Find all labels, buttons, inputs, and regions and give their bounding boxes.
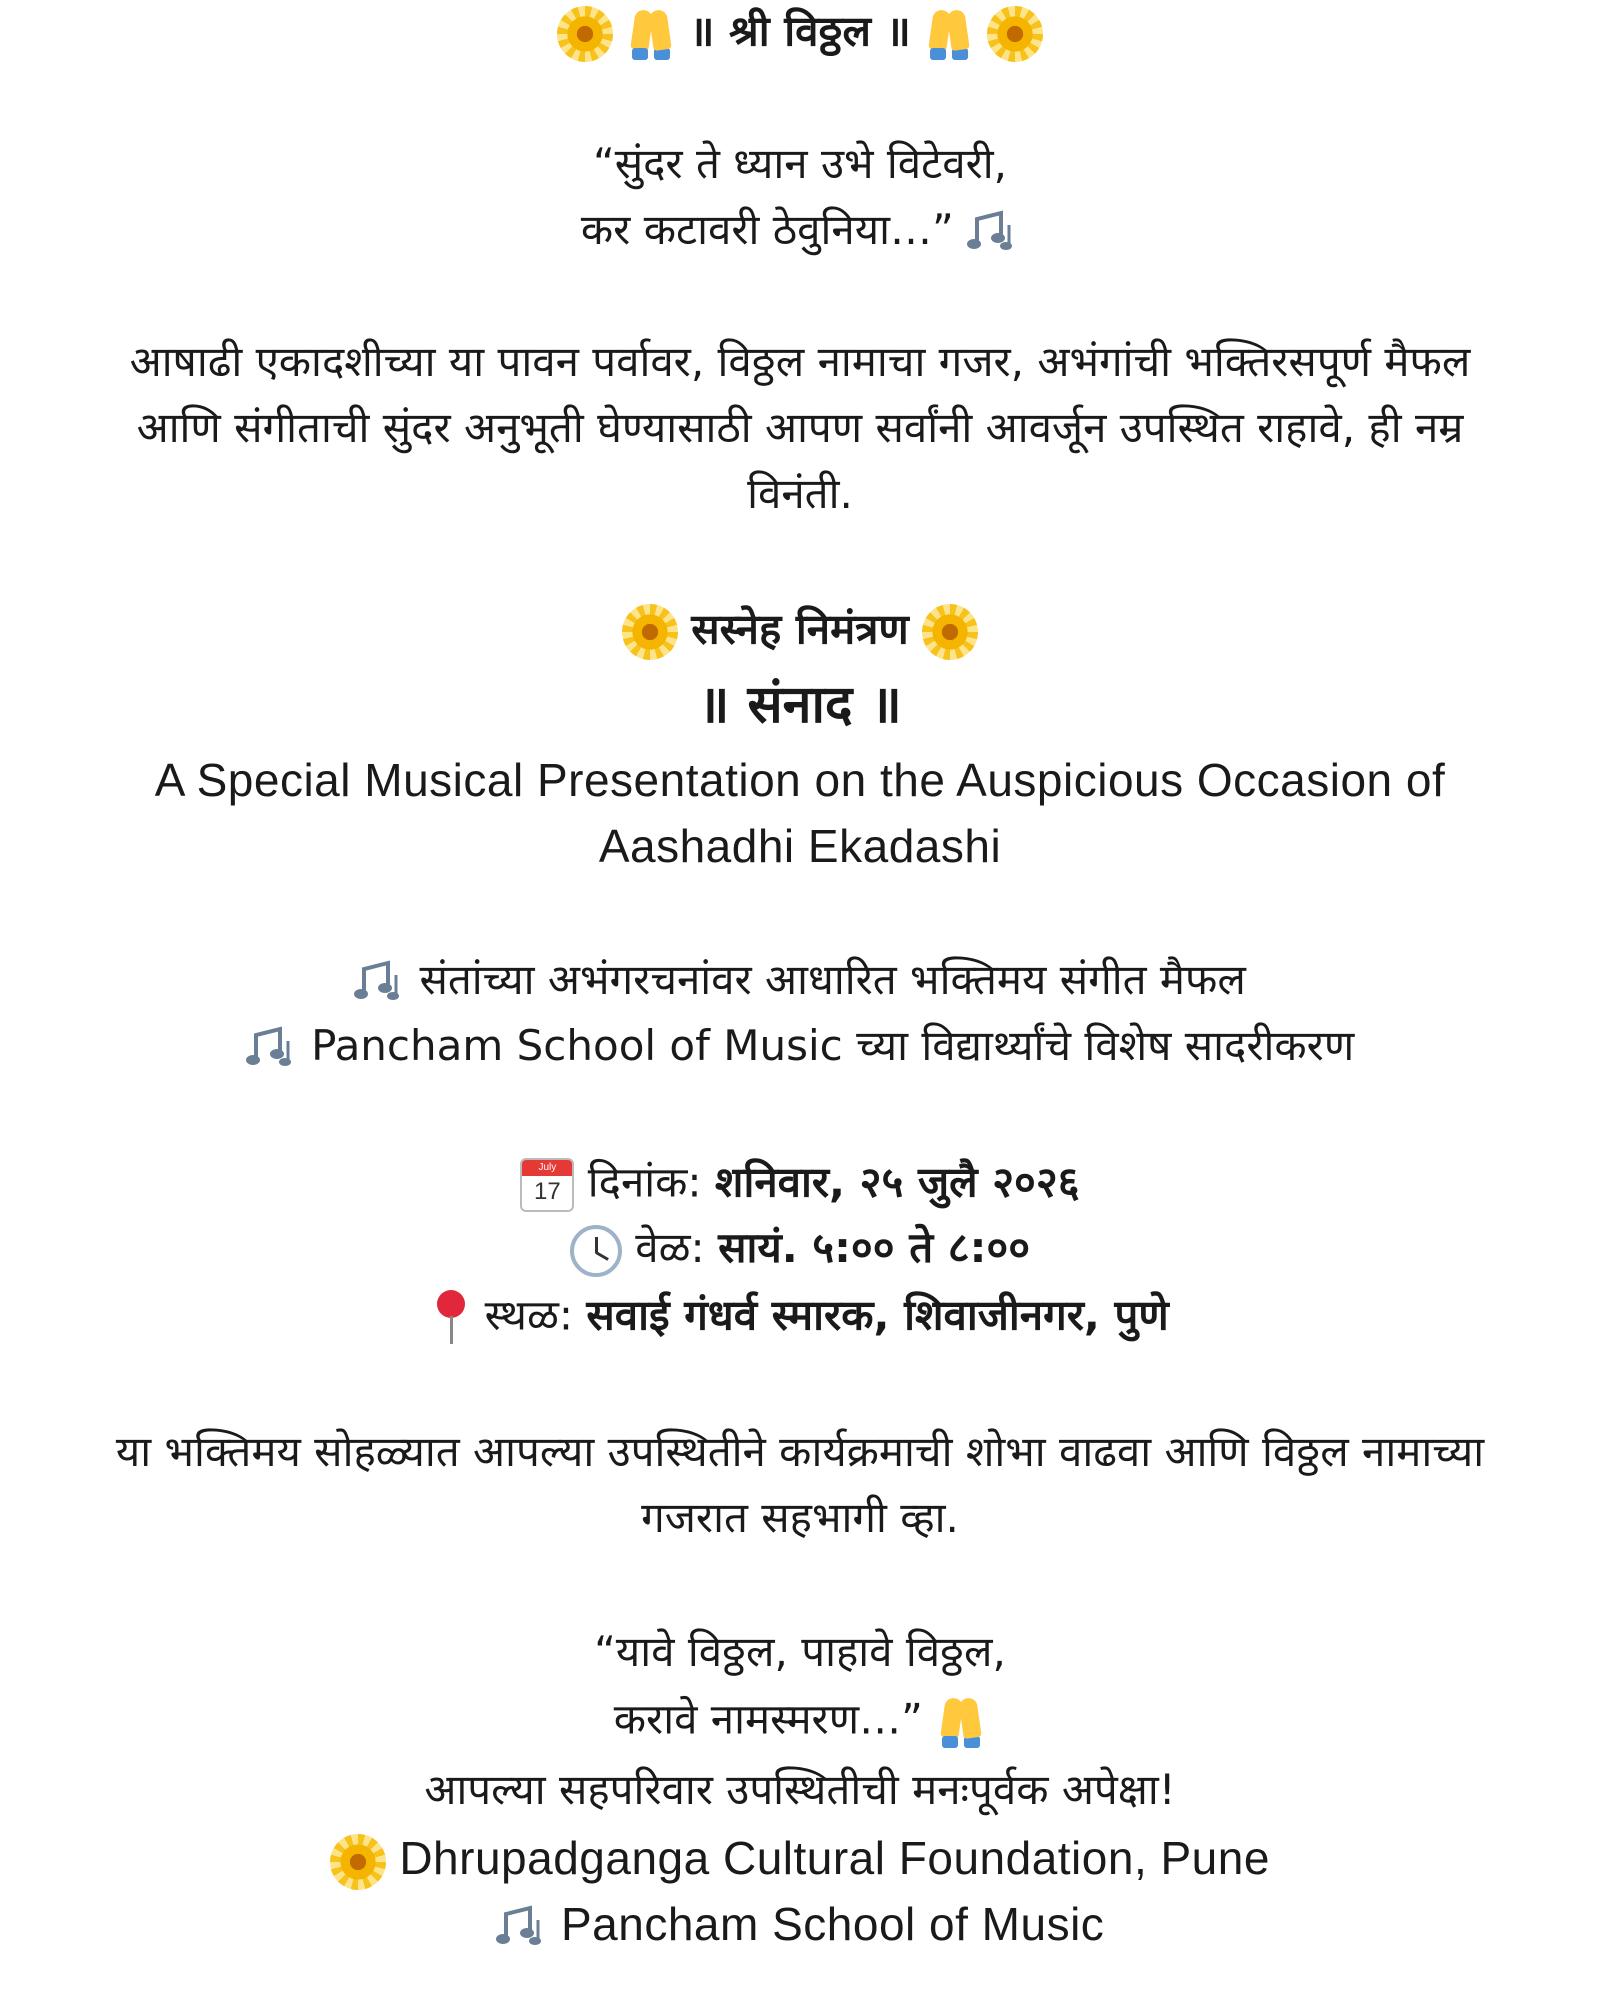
flower-icon (622, 604, 678, 660)
time-row (0, 1224, 1600, 1277)
quote2-line1: “यावे विठ्ठल, पाहावे विठ्ठल, (594, 1627, 1006, 1676)
highlight-item: संतांच्या अभंगरचनांवर आधारित भक्तिमय संगीत मैफल (0, 956, 1600, 1007)
music-notes-icon (354, 959, 406, 1007)
flower-icon (987, 6, 1043, 62)
header-line (0, 6, 1600, 62)
calendar-icon: July 17 (520, 1158, 574, 1212)
appeal-line1: या भक्तिमय सोहळ्यात आपल्या उपस्थितीने कार्यक्रमाची शोभा वाढवा आणि विठ्ठल नामाच्या (115, 1427, 1485, 1476)
event-name: ॥ संनाद ॥ (698, 675, 902, 735)
subtitle-line1: A Special Musical Presentation on the Auspicious Occasion of (154, 754, 1446, 806)
subtitle-line2: Aashadhi Ekadashi (598, 820, 1002, 872)
date-value: शनिवार, २५ जुलै २०२६ (714, 1157, 1080, 1207)
invitation-label: सस्नेह निमंत्रण (691, 604, 909, 654)
time-label: वेळ: (635, 1223, 705, 1272)
invitation-label-line (0, 604, 1600, 660)
highlight-item: Pancham School of Music च्या विद्यार्थ्यांचे विशेष सादरीकरण (0, 1022, 1600, 1073)
venue-row (0, 1290, 1600, 1346)
music-notes-icon (967, 209, 1019, 257)
time-value: सायं. ५:०० ते ८:०० (718, 1223, 1031, 1272)
date-label: दिनांक: (587, 1157, 702, 1207)
closing-line: आपल्या सहपरिवार उपस्थितीची मनःपूर्वक अपेक्षा! (424, 1765, 1176, 1814)
music-notes-icon (496, 1904, 548, 1952)
appeal-line2: गजरात सहभागी व्हा. (641, 1493, 959, 1542)
flower-icon (557, 6, 613, 62)
pray-icon (626, 6, 676, 62)
quote1-line2: कर कटावरी ठेवुनिया…” (0, 206, 1600, 257)
flower-icon (330, 1834, 386, 1890)
intro-line3: विनंती. (747, 469, 853, 518)
quote1-line1: “सुंदर ते ध्यान उभे विटेवरी, (592, 139, 1007, 188)
page-title: ॥ श्री विठ्ठल ॥ (689, 6, 911, 56)
intro-line2: आणि संगीताची सुंदर अनुभूती घेण्यासाठी आपण सर्वांनी आवर्जून उपस्थित राहावे, ही नम्र (136, 403, 1464, 452)
pray-icon (936, 1694, 986, 1750)
flower-icon (922, 604, 978, 660)
venue-value: सवाई गंधर्व स्मारक, शिवाजीनगर, पुणे (586, 1290, 1169, 1340)
pray-icon (924, 6, 974, 62)
clock-icon (570, 1225, 622, 1277)
quote2-line2: करावे नामस्मरण…” (0, 1694, 1600, 1750)
date-row (0, 1158, 1600, 1212)
music-notes-icon (246, 1025, 298, 1073)
location-pin-icon (431, 1290, 471, 1346)
organizer-item: Dhrupadganga Cultural Foundation, Pune (0, 1832, 1600, 1890)
venue-label: स्थळ: (484, 1290, 574, 1340)
intro-line1: आषाढी एकादशीच्या या पावन पर्वावर, विठ्ठल नामाचा गजर, अभंगांची भक्तिरसपूर्ण मैफल (129, 337, 1471, 386)
organizer-item: Pancham School of Music (0, 1898, 1600, 1952)
